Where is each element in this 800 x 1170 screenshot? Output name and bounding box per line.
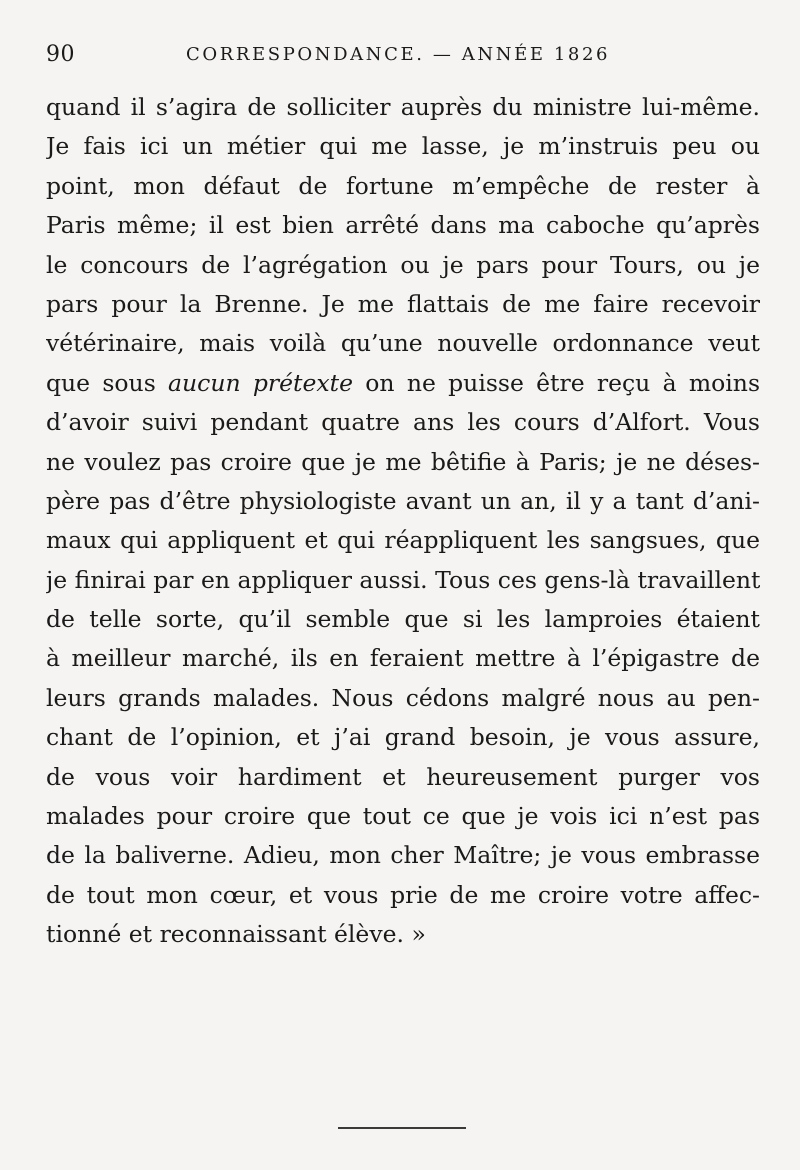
text-line-with-italic xyxy=(46,364,760,403)
text-segment: que sous xyxy=(46,368,169,397)
text-line: pars pour la Brenne. Je me flattais de me faire recevoir xyxy=(46,289,760,318)
text-line: je finirai par en appliquer aussi. Tous ces gens-là travaillent xyxy=(46,565,760,594)
text-line: de vous voir hardiment et heureusement purger vos xyxy=(46,762,760,791)
text-line: chant de l’opinion, et j’ai grand besoin, je vous assure, xyxy=(46,723,760,752)
text-line: d’avoir suivi pendant quatre ans les cours d’Alfort. Vous xyxy=(46,408,760,437)
italic-phrase: aucun prétexte xyxy=(168,368,354,397)
text-line: à meilleur marché, ils en feraient mettre à l’épigastre de xyxy=(46,644,760,673)
text-line: tionné et reconnaissant élève. » xyxy=(46,920,426,949)
text-line: de la baliverne. Adieu, mon cher Maître; je vous embrasse xyxy=(46,841,760,870)
running-head: CORRESPONDANCE. — ANNÉE 1826 xyxy=(186,44,611,65)
page-header xyxy=(46,42,762,74)
text-segment: on ne puisse être reçu à moins xyxy=(353,368,760,397)
text-line: leurs grands malades. Nous cédons malgré nous au pen- xyxy=(46,683,760,712)
text-line: maux qui appliquent et qui réappliquent les sangsues, que xyxy=(46,526,760,555)
text-line: point, mon défaut de fortune m’empêche de rester à xyxy=(46,171,760,200)
text-line: le concours de l’agrégation ou je pars pour Tours, ou je xyxy=(46,250,760,279)
text-line: père pas d’être physiologiste avant un an, il y a tant d’ani- xyxy=(46,486,760,515)
text-line: de tout mon cœur, et vous prie de me croire votre affec- xyxy=(46,880,760,909)
text-line: de telle sorte, qu’il semble que si les lamproies étaient xyxy=(46,605,760,634)
text-line: ne voulez pas croire que je me bêtifie à Paris; je ne déses- xyxy=(46,447,760,476)
text-line: quand il s’agira de solliciter auprès du ministre lui-même. xyxy=(46,93,760,121)
closing-rule xyxy=(338,1127,466,1129)
text-line: vétérinaire, mais voilà qu’une nouvelle ordonnance veut xyxy=(46,329,760,358)
text-line: Paris même; il est bien arrêté dans ma caboche qu’après xyxy=(46,211,760,240)
text-line: malades pour croire que tout ce que je vois ici n’est pas xyxy=(46,802,760,831)
letter-text xyxy=(46,88,760,955)
text-line: Je fais ici un métier qui me lasse, je m’instruis peu ou xyxy=(46,132,760,161)
page-number: 90 xyxy=(46,42,75,67)
